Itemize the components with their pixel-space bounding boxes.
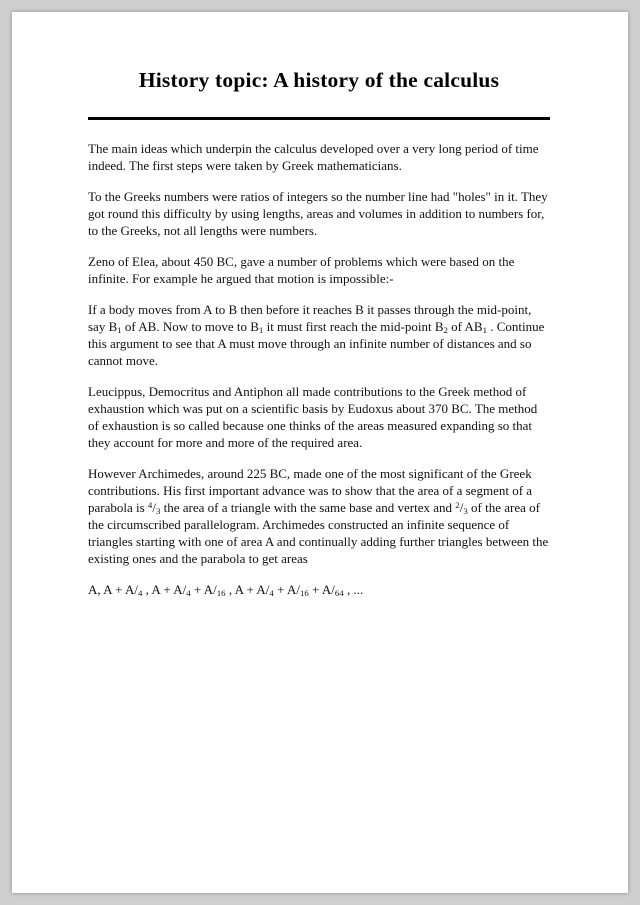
text-run: it must first reach the mid-point B xyxy=(263,319,444,334)
document-content xyxy=(12,12,628,638)
sub-text: 2 xyxy=(443,325,448,336)
text-run: + A/ xyxy=(273,582,300,597)
document-title: History topic: A history of the calculus xyxy=(138,68,500,92)
sub-text: 1 xyxy=(117,325,122,336)
text-run: + A/ xyxy=(190,582,217,597)
text-run: . Continue this argument to see that A must move through an infinite number of distances and so cannot move. xyxy=(88,319,545,368)
title-rule xyxy=(88,117,550,120)
text-run: / xyxy=(459,500,464,515)
sub-text: 4 xyxy=(186,588,191,599)
text-run: Zeno of Elea, about 450 BC, gave a number of problems which were based on the infinite. For example he argued that motion is impossible:- xyxy=(88,254,515,286)
sub-text: 16 xyxy=(299,588,309,599)
text-run: A, A + A/ xyxy=(88,582,138,597)
paragraph-zeno xyxy=(88,253,550,287)
sub-text: 3 xyxy=(463,506,468,517)
sub-text: 1 xyxy=(258,325,264,336)
paragraph-greeks xyxy=(88,188,550,239)
paragraph-exhaustion xyxy=(88,383,550,451)
text-run: of AB xyxy=(447,319,483,334)
sub-text: 4 xyxy=(137,588,143,599)
math-formula-series xyxy=(88,581,550,598)
paragraph-archimedes xyxy=(88,465,550,567)
text-run: However Archimedes, around 225 BC, made one of the most significant of the Greek contributions. His first important advance was to show that the area of a segment of a parabola is xyxy=(88,466,533,515)
text-run: If a body moves from A to B then before it reaches B it passes through the mid-point, say B xyxy=(88,302,532,334)
text-run: , A + A/ xyxy=(142,582,187,597)
sub-text: 64 xyxy=(334,588,344,599)
sub-text: 16 xyxy=(216,588,226,599)
text-run: Leucippus, Democritus and Antiphon all made contributions to the Greek method of exhaustion which was put on a scientific basis by Eudoxus about 370 BC. The method of exhaustion is so called because one thinks of the areas measured expanding so that they account for more and more of the required area. xyxy=(88,384,538,450)
text-run: the area of a triangle with the same base and vertex and xyxy=(160,500,456,515)
text-run: of AB. Now to move to B xyxy=(121,319,259,334)
text-run: , ... xyxy=(343,582,364,597)
paragraph-zeno-argument xyxy=(88,301,550,369)
document-page xyxy=(12,12,628,893)
sup-text: 4 xyxy=(147,500,153,511)
sub-text: 4 xyxy=(269,588,274,599)
text-run: The main ideas which underpin the calculus developed over a very long period of time indeed. The first steps were taken by Greek mathematicians. xyxy=(88,141,539,173)
paragraph-intro xyxy=(88,140,550,174)
sup-text: 2 xyxy=(455,500,460,511)
text-run: / xyxy=(152,500,156,515)
text-run: + A/ xyxy=(308,582,335,597)
text-run: of the area of the circumscribed parallelogram. Archimedes constructed an infinite sequence of triangles starting with one of area A and continually adding further triangles between the existing ones and the parabola to get areas xyxy=(88,500,549,566)
text-run: To the Greeks numbers were ratios of integers so the number line had "holes" in it. They got round this difficulty by using lengths, areas and volumes in addition to numbers for, to the Greeks, not all lengths were numbers. xyxy=(88,189,548,238)
text-run: , A + A/ xyxy=(225,582,270,597)
sub-text: 1 xyxy=(482,325,488,336)
sub-text: 3 xyxy=(155,506,161,517)
document-body xyxy=(88,140,550,598)
